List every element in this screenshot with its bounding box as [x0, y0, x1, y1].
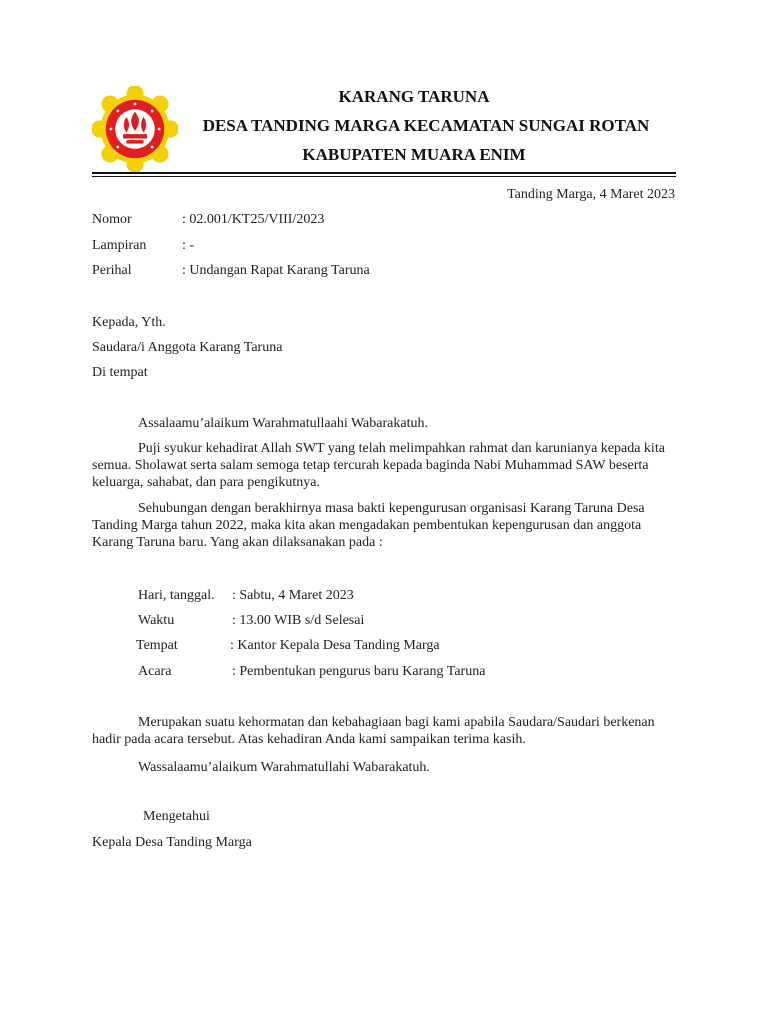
- event-label-place: Tempat: [136, 638, 178, 653]
- paragraph-opening: Puji syukur kehadirat Allah SWT yang telah melimpahkan rahmat dan karunianya kepada kita semua. Sholawat serta salam semoga tetap tercurah kepada baginda Nabi Muhammad SAW beserta keluarga, sahabat, dan para pengikutnya.: [92, 441, 665, 490]
- letterhead-divider-thin: [92, 176, 676, 177]
- event-value-time: : 13.00 WIB s/d Selesai: [232, 613, 365, 628]
- closing-salutation: Wassalaamu’alaikum Warahmatullahi Wabarakatuh.: [138, 760, 430, 775]
- greeting: Assalaamu’alaikum Warahmatullaahi Wabarakatuh.: [138, 416, 428, 431]
- event-value-place: : Kantor Kepala Desa Tanding Marga: [230, 638, 440, 653]
- recipient-line-3: Di tempat: [92, 365, 148, 380]
- org-regency: KABUPATEN MUARA ENIM: [302, 145, 526, 164]
- signature-title: Kepala Desa Tanding Marga: [92, 835, 252, 850]
- event-label-time: Waktu: [138, 613, 175, 628]
- paragraph-purpose: Sehubungan dengan berakhirnya masa bakti kepengurusan organisasi Karang Taruna Desa Tanding Marga tahun 2022, maka kita akan mengadakan pembentukan kepengurusan dan anggota Karang Taruna baru. Yang akan dilaksanakan pada :: [92, 501, 645, 550]
- signature-acknowledged: Mengetahui: [143, 809, 210, 824]
- recipient-line-1: Kepada, Yth.: [92, 315, 166, 330]
- recipient-line-2: Saudara/i Anggota Karang Taruna: [92, 340, 283, 355]
- meta-label-perihal: Perihal: [92, 263, 132, 278]
- meta-value-nomor: : 02.001/KT25/VIII/2023: [182, 212, 325, 227]
- meta-label-nomor: Nomor: [92, 212, 132, 227]
- paragraph-closing: Merupakan suatu kehormatan dan kebahagiaan bagi kami apabila Saudara/Saudari berkenan hadir pada acara tersebut. Atas kehadiran Anda kami sampaikan terima kasih.: [92, 715, 655, 747]
- meta-value-lampiran: : -: [182, 238, 195, 253]
- meta-label-lampiran: Lampiran: [92, 238, 147, 253]
- org-name: KARANG TARUNA: [338, 87, 490, 106]
- event-label-day-date: Hari, tanggal.: [138, 588, 215, 603]
- event-label-agenda: Acara: [138, 664, 172, 679]
- letterhead-divider-thick: [92, 172, 676, 174]
- org-village-district: DESA TANDING MARGA KECAMATAN SUNGAI ROTAN: [202, 116, 650, 135]
- event-value-agenda: : Pembentukan pengurus baru Karang Taruna: [232, 664, 486, 679]
- meta-value-perihal: : Undangan Rapat Karang Taruna: [182, 263, 370, 278]
- letter-date: Tanding Marga, 4 Maret 2023: [507, 187, 675, 202]
- event-value-day-date: : Sabtu, 4 Maret 2023: [232, 588, 354, 603]
